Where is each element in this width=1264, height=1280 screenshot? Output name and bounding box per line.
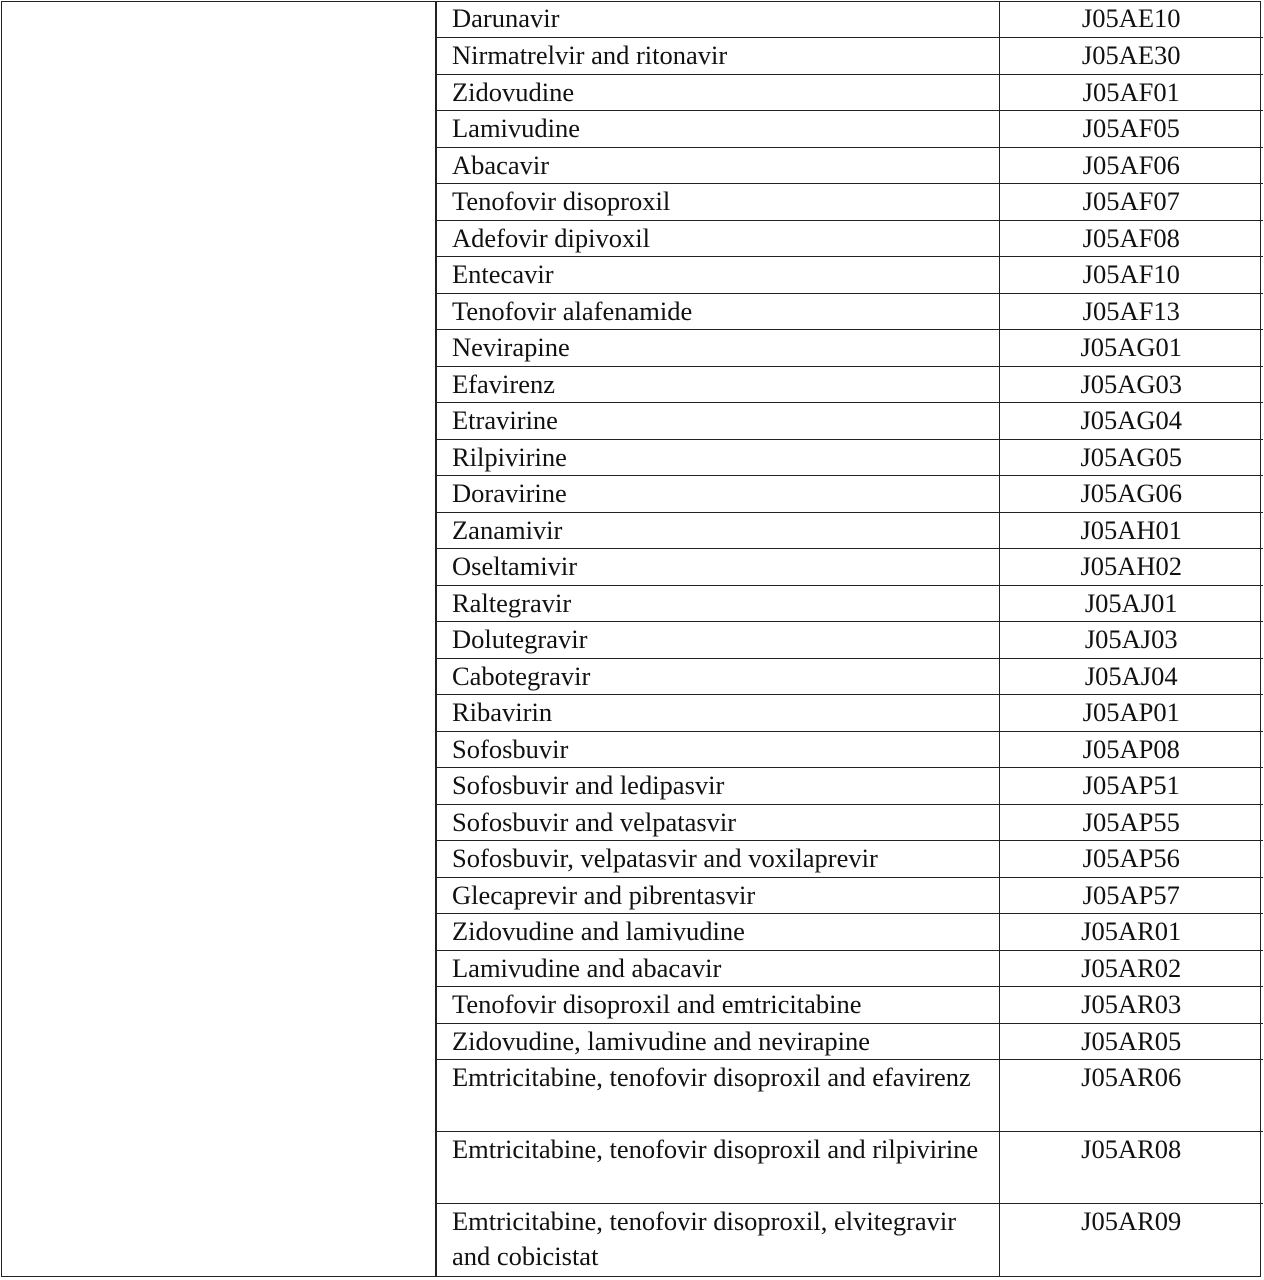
atc-code-cell: J05AP01 (1000, 695, 1263, 732)
atc-code-cell: J05AR09 (1000, 1204, 1263, 1276)
table-row (437, 257, 1263, 294)
drug-name-cell: Rilpivirine (437, 439, 1000, 476)
table-row (437, 585, 1263, 622)
drug-name-cell: Nirmatrelvir and ritonavir (437, 38, 1000, 75)
table-row (437, 366, 1263, 403)
table-row (437, 549, 1263, 586)
table-row (437, 403, 1263, 440)
drug-name-cell: Darunavir (437, 1, 1000, 38)
table-row (437, 804, 1263, 841)
table-row (437, 476, 1263, 513)
drug-name-cell: Sofosbuvir and ledipasvir (437, 768, 1000, 805)
atc-code-cell: J05AG06 (1000, 476, 1263, 513)
table-row (437, 841, 1263, 878)
atc-code-cell: J05AE10 (1000, 1, 1263, 38)
atc-code-cell: J05AP55 (1000, 804, 1263, 841)
drug-name-cell: Entecavir (437, 257, 1000, 294)
drug-name-cell: Zidovudine, lamivudine and nevirapine (437, 1023, 1000, 1060)
drug-table-body (437, 1, 1263, 1276)
table-row (437, 184, 1263, 221)
atc-code-cell: J05AF06 (1000, 147, 1263, 184)
table-row (437, 731, 1263, 768)
drug-name-cell: Abacavir (437, 147, 1000, 184)
table-row (437, 38, 1263, 75)
atc-code-cell: J05AF08 (1000, 220, 1263, 257)
drug-name-cell: Dolutegravir (437, 622, 1000, 659)
atc-code-cell: J05AR03 (1000, 987, 1263, 1024)
table-row (437, 293, 1263, 330)
table-row (437, 74, 1263, 111)
drug-name-cell: Zanamivir (437, 512, 1000, 549)
table-row (437, 1060, 1263, 1132)
table-row (437, 877, 1263, 914)
drug-name-cell: Sofosbuvir and velpatasvir (437, 804, 1000, 841)
drug-name-cell: Sofosbuvir (437, 731, 1000, 768)
atc-code-cell: J05AP57 (1000, 877, 1263, 914)
table-row (437, 914, 1263, 951)
table-row (437, 950, 1263, 987)
atc-code-cell: J05AF13 (1000, 293, 1263, 330)
drug-name-cell: Emtricitabine, tenofovir disoproxil, elvitegravir and cobicistat (437, 1204, 1000, 1276)
table-row (437, 695, 1263, 732)
table-row (437, 1023, 1263, 1060)
drug-name-cell: Zidovudine (437, 74, 1000, 111)
atc-code-cell: J05AP56 (1000, 841, 1263, 878)
table-row (437, 1132, 1263, 1204)
table-row (437, 220, 1263, 257)
atc-code-cell: J05AP51 (1000, 768, 1263, 805)
atc-code-cell: J05AG05 (1000, 439, 1263, 476)
table-frame (1, 1, 1261, 1277)
table-row (437, 512, 1263, 549)
atc-code-cell: J05AP08 (1000, 731, 1263, 768)
table-row (437, 111, 1263, 148)
drug-name-cell: Tenofovir disoproxil and emtricitabine (437, 987, 1000, 1024)
atc-code-cell: J05AR08 (1000, 1132, 1263, 1204)
drug-name-cell: Cabotegravir (437, 658, 1000, 695)
atc-code-cell: J05AF10 (1000, 257, 1263, 294)
drug-name-cell: Adefovir dipivoxil (437, 220, 1000, 257)
atc-code-cell: J05AG04 (1000, 403, 1263, 440)
table-row (437, 330, 1263, 367)
drug-name-cell: Sofosbuvir, velpatasvir and voxilaprevir (437, 841, 1000, 878)
drug-name-cell: Lamivudine (437, 111, 1000, 148)
table-row (437, 622, 1263, 659)
table-row (437, 439, 1263, 476)
table-row (437, 987, 1263, 1024)
drug-name-cell: Oseltamivir (437, 549, 1000, 586)
drug-name-cell: Raltegravir (437, 585, 1000, 622)
table-row (437, 147, 1263, 184)
atc-code-cell: J05AR06 (1000, 1060, 1263, 1132)
drug-name-cell: Tenofovir alafenamide (437, 293, 1000, 330)
atc-code-cell: J05AG01 (1000, 330, 1263, 367)
drug-name-cell: Etravirine (437, 403, 1000, 440)
drug-name-cell: Zidovudine and lamivudine (437, 914, 1000, 951)
drug-name-cell: Lamivudine and abacavir (437, 950, 1000, 987)
atc-code-cell: J05AH02 (1000, 549, 1263, 586)
atc-code-cell: J05AE30 (1000, 38, 1263, 75)
drug-name-cell: Doravirine (437, 476, 1000, 513)
atc-code-cell: J05AR01 (1000, 914, 1263, 951)
drug-name-cell: Emtricitabine, tenofovir disoproxil and rilpivirine (437, 1132, 1000, 1204)
drug-name-cell: Glecaprevir and pibrentasvir (437, 877, 1000, 914)
atc-code-cell: J05AF01 (1000, 74, 1263, 111)
drug-table (436, 1, 1263, 1276)
drug-name-cell: Tenofovir disoproxil (437, 184, 1000, 221)
table-row (437, 768, 1263, 805)
category-column-empty (2, 2, 436, 1276)
drug-name-cell: Ribavirin (437, 695, 1000, 732)
table-row (437, 658, 1263, 695)
atc-code-cell: J05AJ03 (1000, 622, 1263, 659)
atc-code-cell: J05AF05 (1000, 111, 1263, 148)
drug-name-cell: Efavirenz (437, 366, 1000, 403)
atc-code-cell: J05AG03 (1000, 366, 1263, 403)
atc-code-cell: J05AF07 (1000, 184, 1263, 221)
table-row (437, 1204, 1263, 1276)
atc-code-cell: J05AR02 (1000, 950, 1263, 987)
atc-code-cell: J05AR05 (1000, 1023, 1263, 1060)
table-row (437, 1, 1263, 38)
atc-code-cell: J05AJ01 (1000, 585, 1263, 622)
drug-name-cell: Nevirapine (437, 330, 1000, 367)
atc-code-cell: J05AJ04 (1000, 658, 1263, 695)
atc-code-cell: J05AH01 (1000, 512, 1263, 549)
drug-name-cell: Emtricitabine, tenofovir disoproxil and efavirenz (437, 1060, 1000, 1132)
